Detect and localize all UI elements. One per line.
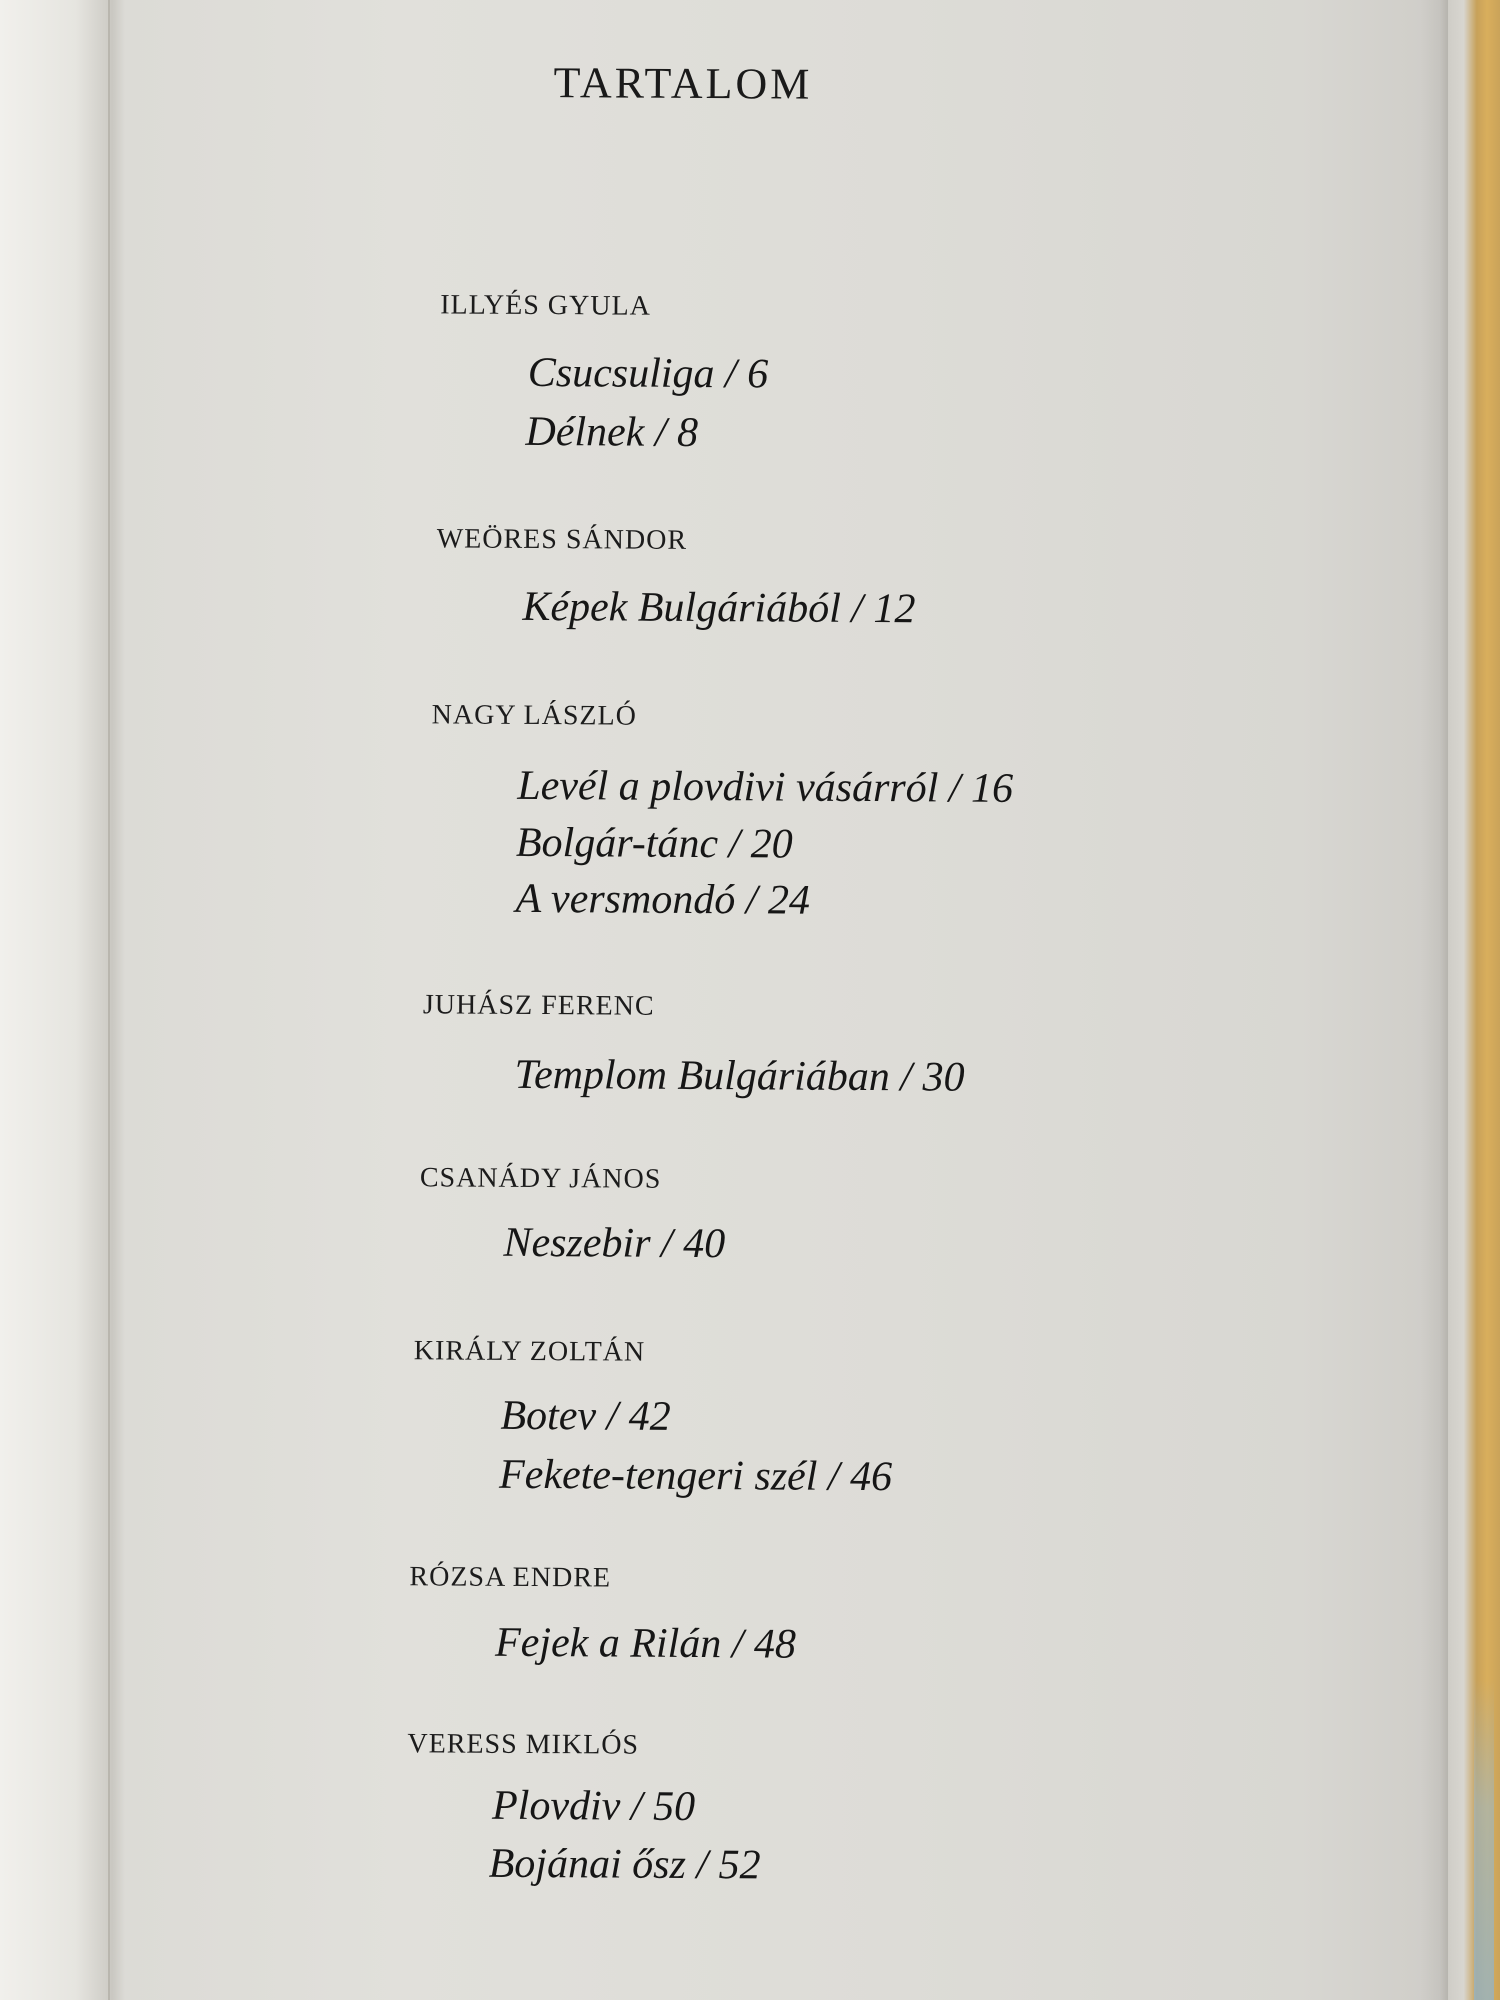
page-number: 42 bbox=[628, 1393, 671, 1440]
entry-title: Bojánai ősz bbox=[488, 1840, 687, 1888]
toc-entry bbox=[525, 408, 698, 457]
separator: / bbox=[696, 1841, 709, 1889]
toc-entry bbox=[503, 1219, 725, 1268]
separator: / bbox=[731, 1621, 744, 1668]
author-name: CSANÁDY JÁNOS bbox=[419, 1162, 662, 1195]
toc-entry bbox=[517, 762, 1013, 813]
page-title: TARTALOM bbox=[553, 58, 813, 109]
toc-entry bbox=[516, 819, 793, 869]
entry-title: Délnek bbox=[525, 408, 645, 456]
page-number: 40 bbox=[683, 1220, 726, 1268]
separator: / bbox=[900, 1054, 913, 1101]
separator: / bbox=[654, 409, 667, 456]
author-name: WEÖRES SÁNDOR bbox=[436, 523, 688, 556]
author-name: NAGY LÁSZLÓ bbox=[431, 699, 637, 732]
entry-title: Templom Bulgáriában bbox=[514, 1051, 891, 1101]
toc-entry bbox=[499, 1451, 892, 1501]
author-name: KIRÁLY ZOLTÁN bbox=[413, 1335, 646, 1368]
entry-title: Plovdiv bbox=[491, 1782, 621, 1830]
page-number: 6 bbox=[747, 351, 769, 398]
toc-entry bbox=[514, 1051, 964, 1102]
entry-title: Fejek a Rilán bbox=[494, 1619, 722, 1668]
entry-title: Fekete-tengeri szél bbox=[498, 1451, 818, 1500]
page-number: 30 bbox=[922, 1054, 965, 1101]
entry-title: Bolgár-tánc bbox=[515, 819, 719, 868]
entry-title: Levél a plovdivi vásárról bbox=[517, 762, 939, 812]
page-number: 52 bbox=[718, 1842, 761, 1889]
entry-title: Képek Bulgáriából bbox=[522, 583, 841, 632]
separator: / bbox=[630, 1783, 643, 1830]
toc-entry bbox=[495, 1619, 796, 1669]
toc-entry bbox=[528, 349, 769, 398]
toc-entry bbox=[500, 1392, 671, 1441]
entry-title: Csucsuliga bbox=[527, 349, 715, 398]
author-name: ILLYÉS GYULA bbox=[440, 289, 651, 322]
author-name: RÓZSA ENDRE bbox=[409, 1561, 612, 1594]
page-number: 8 bbox=[676, 409, 699, 456]
page-number: 46 bbox=[849, 1453, 893, 1501]
author-name: VERESS MIKLÓS bbox=[407, 1728, 640, 1761]
toc-entry bbox=[492, 1782, 695, 1831]
separator: / bbox=[728, 821, 741, 868]
toc-entry bbox=[522, 583, 915, 633]
page-number: 48 bbox=[753, 1621, 797, 1668]
page-number: 20 bbox=[750, 821, 793, 868]
page-number: 50 bbox=[652, 1783, 696, 1830]
author-name: JUHÁSZ FERENC bbox=[422, 989, 655, 1022]
separator: / bbox=[606, 1393, 619, 1440]
page-number: 24 bbox=[767, 877, 811, 924]
page-number: 12 bbox=[873, 586, 916, 633]
toc-entry bbox=[489, 1840, 761, 1890]
separator: / bbox=[724, 351, 737, 398]
separator: / bbox=[745, 877, 758, 924]
separator: / bbox=[851, 585, 864, 632]
separator: / bbox=[827, 1453, 840, 1500]
page-number: 16 bbox=[970, 765, 1014, 812]
entry-title: A versmondó bbox=[515, 875, 736, 924]
entry-title: Botev bbox=[500, 1392, 597, 1440]
toc-entry bbox=[515, 875, 810, 925]
separator: / bbox=[948, 765, 961, 812]
entry-title: Neszebir bbox=[503, 1219, 651, 1267]
separator: / bbox=[660, 1220, 673, 1267]
